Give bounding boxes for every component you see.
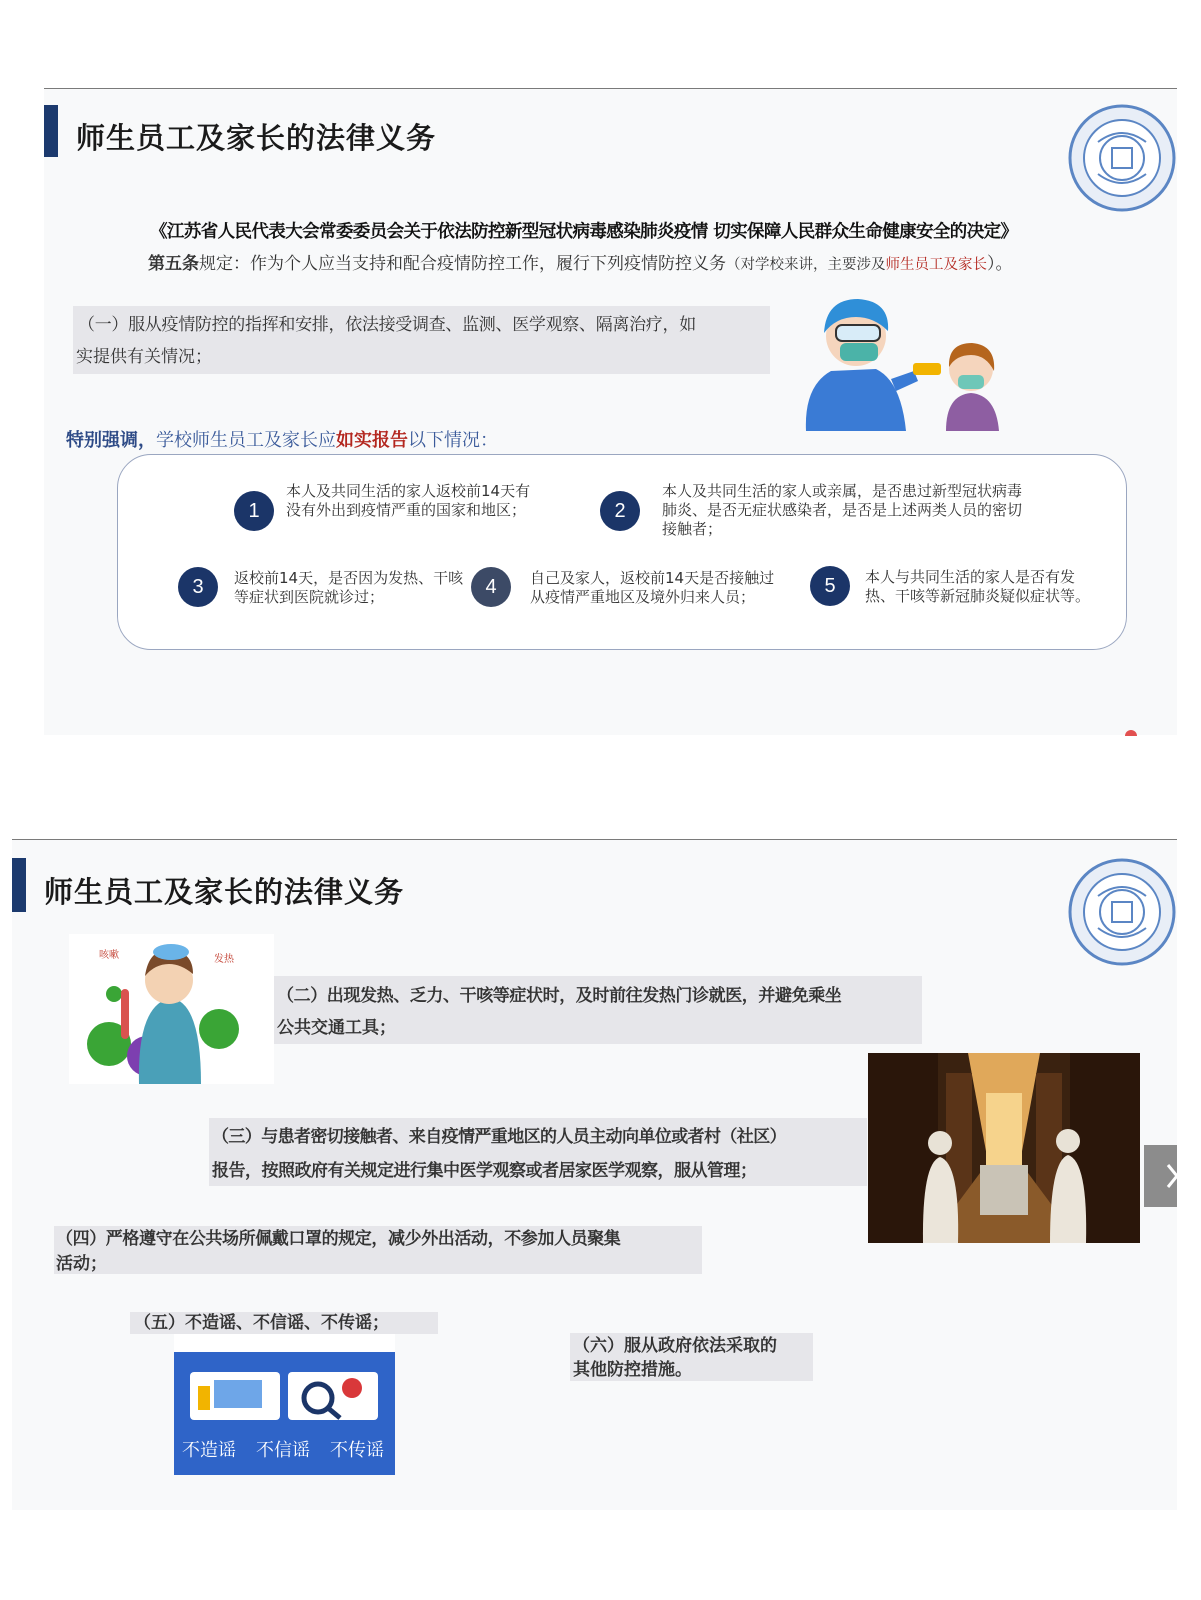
item5-text: （五）不造谣、不信谣、不传谣；: [134, 1313, 389, 1333]
title-accent-bar: [44, 105, 58, 157]
health-inspection-emblem-icon-2: [1068, 858, 1176, 966]
poster-header: [174, 1334, 395, 1352]
svg-text:咳嗽: 咳嗽: [99, 950, 119, 961]
report-item-4-badge: 4: [471, 567, 511, 607]
item1-line2: 实提供有关情况；: [76, 347, 212, 367]
article-end: ）。: [987, 254, 1013, 274]
report-item-2-text: 本人及共同生活的家人或亲属，是否患过新型冠状病毒肺炎、是否无症状感染者，是否是上述两类人员的密切接触者；: [662, 482, 1023, 538]
item3-line2: 报告，按照政府有关规定进行集中医学观察或者居家医学观察，服从管理；: [212, 1161, 757, 1181]
report-item-3-text: 返校前14天，是否因为发热、干咳等症状到医院就诊过；: [234, 569, 464, 606]
report-item-2-badge: 2: [600, 491, 640, 531]
item6-line2: 其他防控措施。: [573, 1360, 692, 1380]
decision-title: 《江苏省人民代表大会常委委员会关于依法防控新型冠状病毒感染肺炎疫情 切实保障人民群众生命健康安全的决定》: [150, 222, 1018, 242]
sick-boy-virus-illustration: [69, 934, 274, 1084]
title-accent-bar-2: [12, 858, 26, 912]
item2-line1: （二）出现发热、乏力、干咳等症状时，及时前往发热门诊就医，并避免乘坐: [277, 986, 842, 1006]
emphasis-red: 如实报告: [336, 430, 408, 451]
rumor-label-2: 不信谣: [256, 1440, 310, 1461]
emphasis-label: 特别强调，: [66, 430, 156, 451]
slide-marker-dot: [1125, 730, 1137, 736]
article-five: [148, 249, 1013, 280]
next-slide-button[interactable]: [1144, 1145, 1177, 1207]
article-red: 师生员工及家长: [885, 257, 987, 273]
item4-line2: 活动；: [56, 1254, 107, 1274]
health-inspection-emblem-icon: [1068, 104, 1176, 212]
no-rumor-poster: [174, 1334, 395, 1475]
article-note: （对学校来讲，主要涉及: [726, 257, 886, 273]
doctor-temperature-check-illustration: [796, 291, 1006, 431]
article-label: 第五条: [148, 254, 199, 274]
report-item-4-text: 自己及家人，返校前14天是否接触过从疫情严重地区及境外归来人员；: [530, 569, 775, 606]
emphasis-line: [66, 426, 498, 456]
slide-title-2: 师生员工及家长的法律义务: [44, 875, 405, 909]
emphasis-end: 以下情况：: [408, 430, 498, 451]
item1-line1: （一）服从疫情防控的指挥和安排，依法接受调查、监测、医学观察、隔离治疗，如: [78, 315, 696, 335]
slide-title: 师生员工及家长的法律义务: [76, 121, 437, 155]
article-text: 规定：作为个人应当支持和配合疫情防控工作，履行下列疫情防控义务: [199, 254, 726, 274]
rumor-label-1: 不造谣: [182, 1440, 236, 1461]
svg-text:发热: 发热: [214, 954, 234, 965]
item4-line1: （四）严格遵守在公共场所佩戴口罩的规定，减少外出活动，不参加人员聚集: [56, 1229, 621, 1249]
report-item-5-text: 本人与共同生活的家人是否有发热、干咳等新冠肺炎疑似症状等。: [865, 568, 1091, 605]
report-item-1-badge: 1: [234, 491, 274, 531]
item2-line2: 公共交通工具；: [277, 1018, 396, 1038]
quarantine-hotel-photo: [868, 1053, 1140, 1243]
report-item-5-badge: 5: [810, 566, 850, 606]
item3-line1: （三）与患者密切接触者、来自疫情严重地区的人员主动向单位或者村（社区）: [212, 1127, 786, 1147]
rumor-label-3: 不传谣: [330, 1440, 384, 1461]
emphasis-text: 学校师生员工及家长应: [156, 430, 336, 451]
poster-icon-computer: [190, 1372, 280, 1420]
poster-icon-magnifier: [288, 1372, 378, 1420]
report-item-3-badge: 3: [178, 567, 218, 607]
chevron-right-icon: [1144, 1145, 1177, 1207]
item6-line1: （六）服从政府依法采取的: [573, 1336, 777, 1356]
report-item-1-text: 本人及共同生活的家人返校前14天有没有外出到疫情严重的国家和地区；: [286, 482, 531, 519]
